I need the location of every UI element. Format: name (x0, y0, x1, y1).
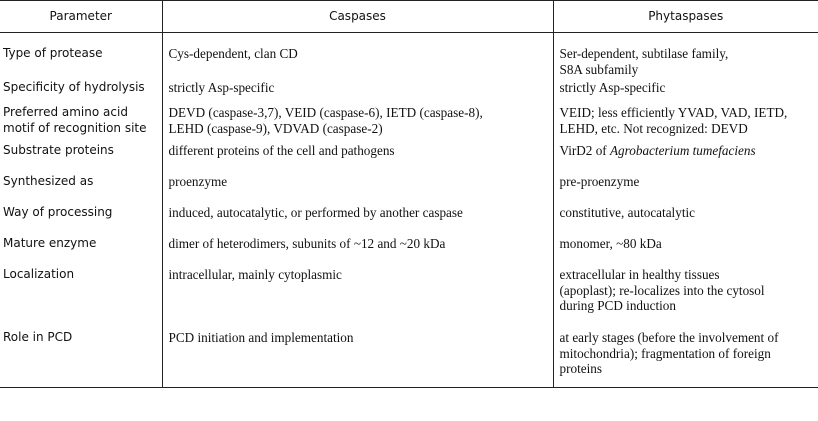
parameter-cell: Type of protease (3, 46, 103, 60)
phytaspases-line: (apoplast); re-localizes into the cytosol (559, 282, 765, 298)
caspases-line: LEHD (caspase-9), VDVAD (caspase-2) (168, 120, 383, 136)
table-row (0, 105, 818, 143)
parameter-cell: Way of processing (3, 205, 113, 219)
phytaspases-line: extracellular in healthy tissues (559, 267, 720, 282)
phytaspases-line: S8A subfamily (559, 61, 639, 77)
table-row (0, 267, 818, 330)
table-row (0, 174, 818, 205)
parameter-line: Preferred amino acid (3, 105, 128, 119)
phytaspases-cell (553, 330, 818, 388)
caspases-cell: dimer of heterodimers, subunits of ~12 and ~20 kDa (162, 236, 553, 267)
phytaspases-cell (553, 267, 818, 330)
table-row (0, 236, 818, 267)
phytaspases-cell (553, 143, 818, 174)
table-row (0, 33, 818, 81)
phytaspases-cell: strictly Asp-specific (553, 80, 818, 105)
phytaspases-cell: constitutive, autocatalytic (553, 205, 818, 236)
caspases-cell: different proteins of the cell and pathogens (162, 143, 553, 174)
parameter-cell: Localization (3, 267, 75, 281)
caspases-cell: strictly Asp-specific (162, 80, 553, 105)
phytaspases-line: during PCD induction (559, 298, 676, 313)
parameter-cell: Substrate proteins (3, 143, 114, 157)
species-name: Agrobacterium tumefaciens (609, 143, 756, 158)
phytaspases-line: LEHD, etc. Not recognized: DEVD (559, 120, 748, 136)
caspases-cell (162, 105, 553, 143)
caspases-cell: intracellular, mainly cytoplasmic (162, 267, 553, 330)
header-row (0, 1, 818, 33)
caspases-cell: Cys-dependent, clan CD (162, 33, 553, 81)
parameter-cell (0, 105, 162, 143)
parameter-cell: Mature enzyme (3, 236, 97, 250)
parameter-line: motif of recognition site (3, 120, 147, 135)
phytaspases-line: mitochondria); fragmentation of foreign (559, 345, 771, 361)
header-parameter: Parameter (0, 1, 162, 33)
phytaspases-cell (553, 33, 818, 81)
table-row (0, 80, 818, 105)
table-row (0, 143, 818, 174)
phytaspases-cell (553, 105, 818, 143)
phytaspases-line: Ser-dependent, subtilase family, (559, 46, 729, 61)
parameter-cell: Synthesized as (3, 174, 94, 188)
header-caspases: Caspases (162, 1, 553, 33)
caspases-cell: induced, autocatalytic, or performed by another caspase (162, 205, 553, 236)
phytaspases-text: VirD2 of (559, 143, 610, 158)
phytaspases-line: proteins (559, 361, 602, 376)
caspases-cell: proenzyme (162, 174, 553, 205)
phytaspases-cell: monomer, ~80 kDa (553, 236, 818, 267)
table-row (0, 330, 818, 388)
parameter-cell: Role in PCD (0, 330, 162, 388)
caspases-line: DEVD (caspase-3,7), VEID (caspase-6), IETD (caspase-8), (168, 105, 483, 120)
phytaspases-line: VEID; less efficiently YVAD, VAD, IETD, (559, 105, 788, 120)
caspases-cell: PCD initiation and implementation (162, 330, 553, 388)
parameter-cell: Specificity of hydrolysis (3, 80, 145, 94)
phytaspases-cell: pre-proenzyme (553, 174, 818, 205)
table-row (0, 205, 818, 236)
phytaspases-line: at early stages (before the involvement of (559, 330, 779, 345)
header-phytaspases: Phytaspases (553, 1, 818, 33)
